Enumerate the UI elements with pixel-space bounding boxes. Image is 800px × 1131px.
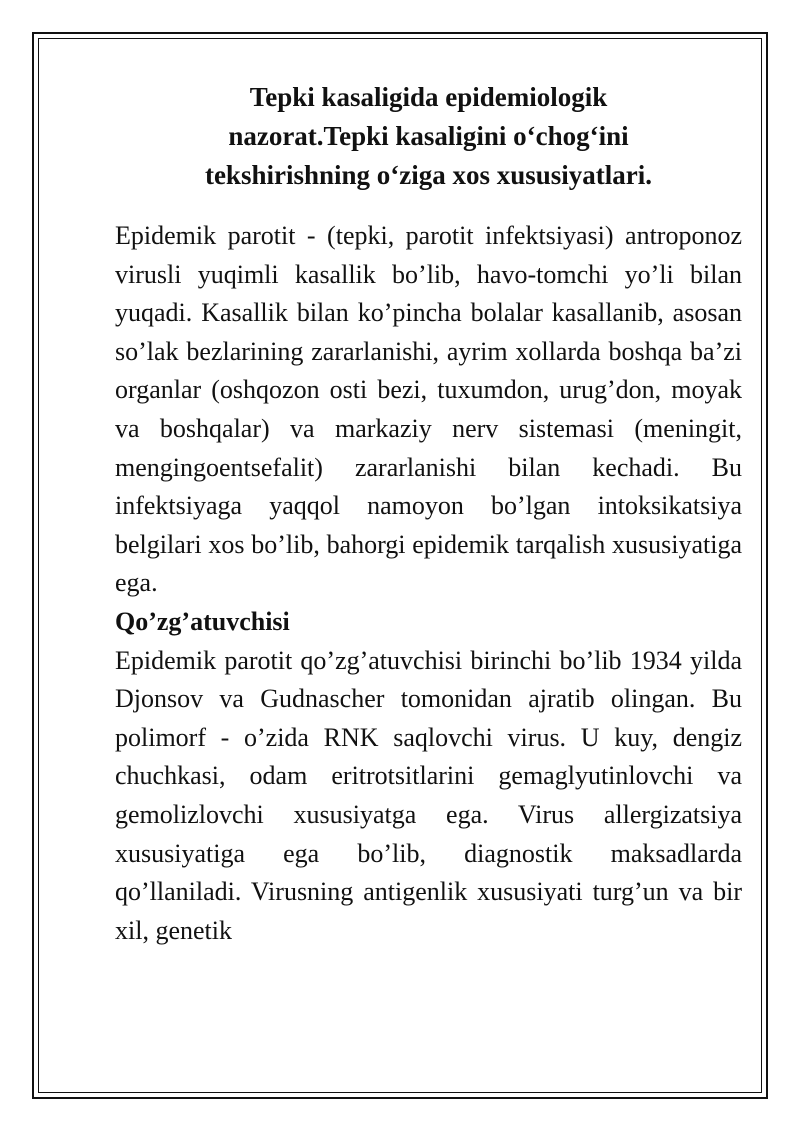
section-heading: Qo’zg’atuvchisi	[115, 606, 290, 636]
title-line-2: nazorat.Tepki kasaligini o‘chog‘ini	[228, 121, 629, 151]
document-title	[115, 78, 742, 195]
title-line-1: Tepki kasaligida epidemiologik	[249, 82, 608, 112]
intro-paragraph: Epidemik parotit - (tepki, parotit infektsiyasi) antroponoz virusli yuqimli kasallik bo’lib, havo-tomchi yo’li bilan yuqadi. Kasallik bilan ko’pincha bolalar kasallanib, asosan so’lak bezlarining zararlanishi, ayrim xollarda boshqa ba’zi organlar (oshqozon osti bezi, tuxumdon, urug’don, moyak va boshqalar) va markaziy nerv sistemasi (meningit, mengingoentsefalit) zararlanishi bilan kechadi. Bu infektsiyaga yaqqol namoyon bo’lgan intoksikatsiya belgilari xos bo’lib, bahorgi epidemik tarqalish xususiyatiga ega.	[115, 221, 742, 598]
title-line-3: tekshirishning o‘ziga xos xususiyatlari.	[204, 160, 653, 190]
pathogen-paragraph: Epidemik parotit qo’zg’atuvchisi birinchi bo’lib 1934 yilda Djonsov va Gudnascher tomonidan ajratib olingan. Bu polimorf - o’zida RNK saqlovchi virus. U kuy, dengiz chuchkasi, odam eritrotsitlarini gemaglyutinlovchi va gemolizlovchi xususiyatga ega. Virus allergizatsiya xususiyatiga ega bo’lib, diagnostik maksadlarda qo’llaniladi. Virusning antigenlik xususiyati turg’un va bir xil, genetik	[115, 645, 742, 945]
document-body	[115, 78, 742, 950]
